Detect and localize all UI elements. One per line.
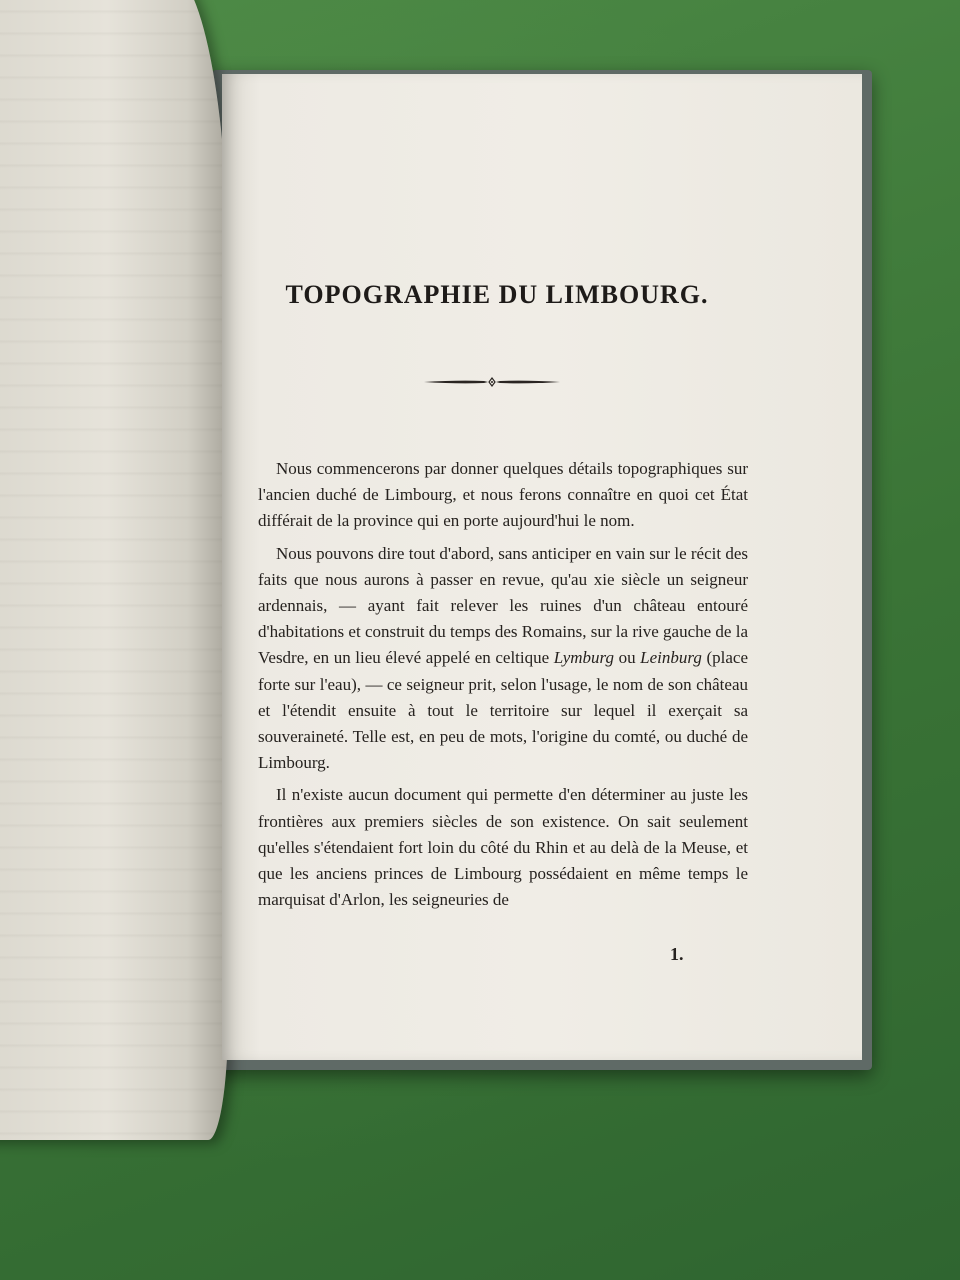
paragraph — [258, 456, 748, 535]
text-run: Nous commencerons par donner quelques détails topographiques sur l'ancien duché de Limbourg, et nous ferons connaître en quoi cet État différait de la province qui en porte aujourd'hui le nom. — [258, 459, 748, 531]
text-run: Nous pouvons dire tout d'abord, sans anticiper en vain sur le récit des faits que nous aurons à passer en revue, qu'au xie siècle un seigneur ardennais, — ayant fait relever les ruines d'un château entouré d'habitations et construit du temps des Romains, sur la rive gauche de la Vesdre, en un lieu élevé appelé en celtique — [258, 543, 748, 668]
ornament-divider — [422, 372, 562, 392]
page-number: 1. — [670, 944, 684, 964]
italic-term: Leinburg — [640, 648, 702, 668]
left-page-text-bleed — [0, 0, 228, 1140]
italic-term: Lymburg — [553, 648, 615, 668]
text-run: Il n'existe aucun document qui permette d'en déterminer au juste les frontières aux premiers siècles de son existence. On sait seulement qu'elles s'étendaient fort loin du côté du Rhin et au delà de la Meuse, et que les anciens princes de Limbourg possédaient en même temps le marquisat d'Arlon, les seigneuries de — [258, 785, 748, 910]
text-run: (place forte sur l'eau), — ce seigneur prit, selon l'usage, le nom de son château et l'étendit ensuite à tout le territoire sur lequel il exerçait sa souveraineté. Telle est, en peu de mots, l'origine du comté, ou duché de Limbourg. — [258, 648, 748, 773]
page-title: TOPOGRAPHIE DU LIMBOURG. — [285, 280, 709, 309]
text-run: ou — [614, 648, 641, 668]
body-text — [258, 456, 748, 919]
paragraph — [258, 541, 748, 777]
paragraph — [258, 782, 748, 913]
left-page — [0, 0, 228, 1140]
right-page — [222, 74, 862, 1060]
